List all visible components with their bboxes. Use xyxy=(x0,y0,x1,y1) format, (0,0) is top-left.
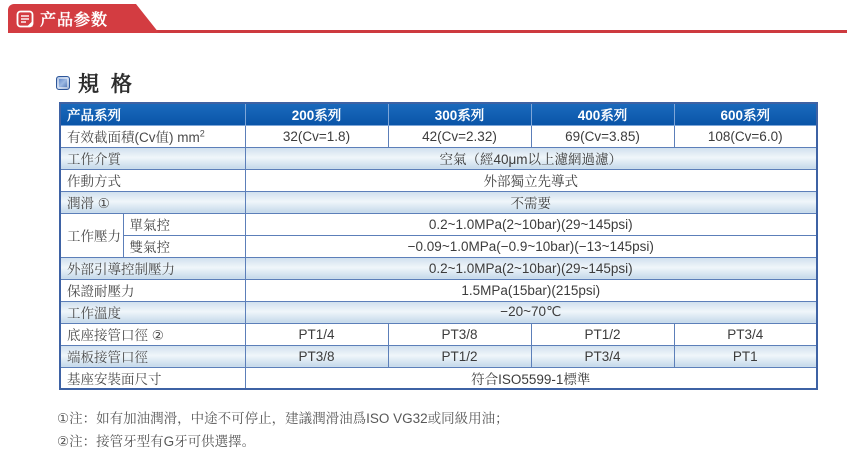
table-row xyxy=(60,257,817,279)
spec-table xyxy=(59,102,818,390)
row-label: 端板接管口徑 xyxy=(60,345,245,367)
sub-row-label: 單氣控 xyxy=(123,213,245,235)
cell-value: PT3/4 xyxy=(531,345,674,367)
note-1: ①注：如有加油潤滑，中途不可停止，建議潤滑油爲ISO VG32或同級用油； xyxy=(57,411,509,426)
table-row xyxy=(60,279,817,301)
table-row xyxy=(60,213,817,235)
cell-value: 108(Cv=6.0) xyxy=(674,125,817,147)
banner-title: 产品参数 xyxy=(40,12,109,29)
row-label: 工作溫度 xyxy=(60,301,245,323)
document-icon xyxy=(16,10,34,28)
header-col-300: 300系列 xyxy=(388,103,531,125)
cell-value: 不需要 xyxy=(245,191,817,213)
table-row xyxy=(60,191,817,213)
cell-value: −20~70℃ xyxy=(245,301,817,323)
table-row xyxy=(60,125,817,147)
cell-value: 外部獨立先導式 xyxy=(245,169,817,191)
row-label: 潤滑 ① xyxy=(60,191,245,213)
row-label: 底座接管口徑 ② xyxy=(60,323,245,345)
table-row xyxy=(60,235,817,257)
cell-value: 空氣（經40μm以上濾網過濾） xyxy=(245,147,817,169)
table-row xyxy=(60,323,817,345)
sub-row-label: 雙氣控 xyxy=(123,235,245,257)
footnotes xyxy=(57,407,509,453)
cell-value: 32(Cv=1.8) xyxy=(245,125,388,147)
product-params-banner xyxy=(8,4,136,33)
square-bullet-icon xyxy=(56,76,70,90)
spec-heading xyxy=(56,68,135,98)
row-label: 基座安裝面尺寸 xyxy=(60,367,245,389)
cell-value: PT1/4 xyxy=(245,323,388,345)
table-row xyxy=(60,147,817,169)
cell-value: 0.2~1.0MPa(2~10bar)(29~145psi) xyxy=(245,257,817,279)
row-label: 工作介質 xyxy=(60,147,245,169)
table-row xyxy=(60,367,817,389)
cell-value: PT1/2 xyxy=(388,345,531,367)
header-col-200: 200系列 xyxy=(245,103,388,125)
header-series: 产品系列 xyxy=(60,103,245,125)
row-label: 保證耐壓力 xyxy=(60,279,245,301)
cell-value: 0.2~1.0MPa(2~10bar)(29~145psi) xyxy=(245,213,817,235)
cell-value: 符合ISO5599-1標準 xyxy=(245,367,817,389)
cell-value: 42(Cv=2.32) xyxy=(388,125,531,147)
header-col-600: 600系列 xyxy=(674,103,817,125)
cell-value: PT3/8 xyxy=(388,323,531,345)
spec-title: 規 格 xyxy=(78,73,135,96)
row-label: 外部引導控制壓力 xyxy=(60,257,245,279)
table-row xyxy=(60,301,817,323)
cell-value: PT1/2 xyxy=(531,323,674,345)
cell-value: PT1 xyxy=(674,345,817,367)
cell-value: PT3/4 xyxy=(674,323,817,345)
table-header-row xyxy=(60,103,817,125)
table-row xyxy=(60,345,817,367)
row-label: 工作壓力 xyxy=(60,213,123,257)
cell-value: PT3/8 xyxy=(245,345,388,367)
note-2: ②注：接管牙型有G牙可供選擇。 xyxy=(57,434,256,449)
table-row xyxy=(60,169,817,191)
header-col-400: 400系列 xyxy=(531,103,674,125)
cell-value: 1.5MPa(15bar)(215psi) xyxy=(245,279,817,301)
row-label: 有效截面積(Cv值) $mm^2$ xyxy=(60,125,245,147)
cell-value: 69(Cv=3.85) xyxy=(531,125,674,147)
cell-value: −0.09~1.0MPa(−0.9~10bar)(−13~145psi) xyxy=(245,235,817,257)
row-label: 作動方式 xyxy=(60,169,245,191)
